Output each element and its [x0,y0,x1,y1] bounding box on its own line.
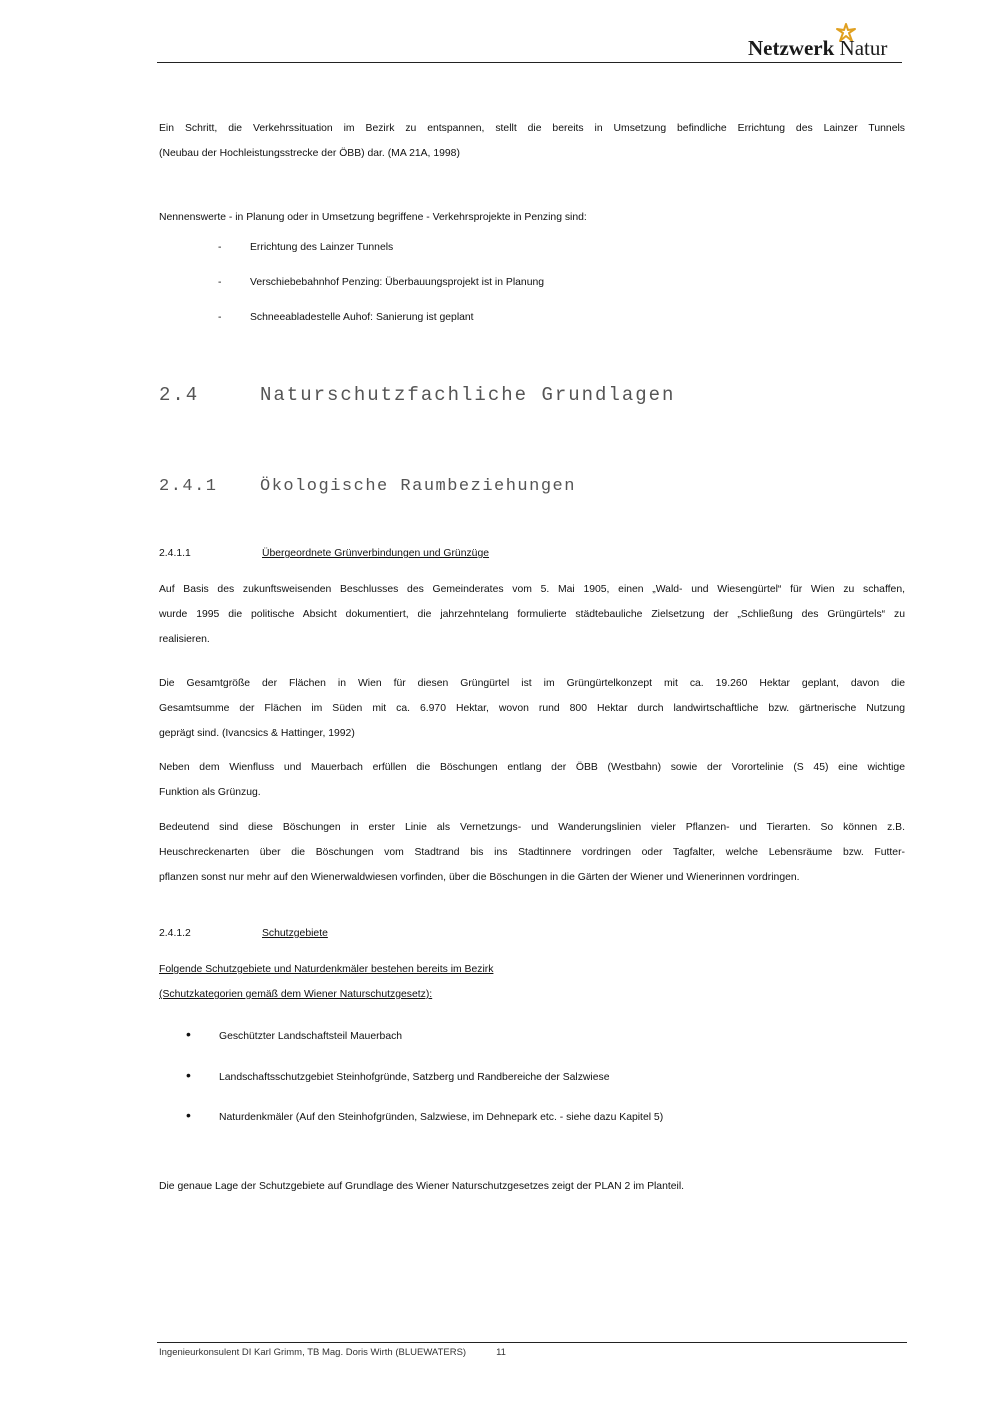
intro-line-2: (Neubau der Hochleistungsstrecke der ÖBB) dar. (MA 21A, 1998) [159,148,460,159]
section-heading-2-4: 2.4 Naturschutzfachliche Grundlagen [159,384,676,406]
list-item: - Errichtung des Lainzer Tunnels [218,242,394,253]
projects-lead: Nennenswerte - in Planung oder in Umsetzung begriffene - Verkehrsprojekte in Penzing sind: [159,212,587,223]
paragraph-gesamtgroesse: Die Gesamtgröße der Flächen in Wien für diesen Grüngürtel ist im Grüngürtelkonzept mit ca. 19.260 Hektar geplant, davon die Gesamtsumme der Flächen im Süden mit ca. 6.970 Hektar, wovon rund 800 Hektar durch landwirtschaftliche bzw. gärtnerische Nutzung geprägt sind. (Ivancsics & Hattinger, 1992) [159,678,905,739]
closing-paragraph: Die genaue Lage der Schutzgebiete auf Grundlage des Wiener Naturschutzgesetzes zeigt der PLAN 2 im Planteil. [159,1181,685,1192]
list-item: - Schneeabladestelle Auhof: Sanierung ist geplant [218,312,474,323]
list-item: • Geschützter Landschaftsteil Mauerbach [186,1026,403,1042]
section-heading-2-4-1-1: 2.4.1.1 Übergeordnete Grünverbindungen und Grünzüge [159,548,490,559]
paragraph-boeschungen: Bedeutend sind diese Böschungen in erster Linie als Vernetzungs- und Wanderungslinien vieler Pflanzen- und Tierarten. So können z.B. Heuschreckenarten über die Böschungen vom Stadtrand bis ins Stadtinnere vordringen oder Tagfalter, welche Lebensräume bzw. Futter- pflanzen sonst nur mehr auf den Wienerwaldwiesen vorfinden, über die Böschungen in die Gärten der Wiener und Wienerinnen vordringen. [159,822,905,883]
logo-text: Netzwerk Natur [748,36,888,60]
paragraph-gruenguertel: Auf Basis des zukunftsweisenden Beschlusses des Gemeinderates vom 5. Mai 1905, einen „Wald- und Wiesengürtel“ für Wien zu schaffen, wurde 1995 die politische Absicht dokumentiert, die jahrzehntelang formulierte städtebauliche Zielsetzung der „Schließung des Grüngürtels“ zu realisieren. [159,584,905,645]
section-heading-2-4-1-2: 2.4.1.2 Schutzgebiete [159,928,328,939]
page-number: 11 [496,1347,506,1358]
list-item: • Naturdenkmäler (Auf den Steinhofgründen, Salzwiese, im Dehnepark etc. - siehe dazu Kapitel 5) [186,1107,664,1123]
list-item: • Landschaftsschutzgebiet Steinhofgründe, Satzberg und Randbereiche der Salzwiese [186,1067,610,1083]
paragraph-wienfluss: Neben dem Wienfluss und Mauerbach erfüllen die Böschungen entlang der ÖBB (Westbahn) sowie der Vorortelinie (S 45) eine wichtige Funktion als Grünzug. [159,762,905,798]
list-item: - Verschiebebahnhof Penzing: Überbauungsprojekt ist in Planung [218,277,545,288]
footer-text: Ingenieurkonsulent DI Karl Grimm, TB Mag. Doris Wirth (BLUEWATERS) [159,1347,467,1358]
netzwerk-natur-logo [748,22,908,62]
intro-paragraph [159,116,905,166]
footer-rule [157,1342,907,1343]
header-rule [157,62,902,63]
intro-line-1: Ein Schritt, die Verkehrssituation im Bezirk zu entspannen, stellt die bereits in Umsetzung befindliche Errichtung des Lainzer Tunnels [159,123,905,134]
schutzgebiete-lead: Folgende Schutzgebiete und Naturdenkmäler bestehen bereits im Bezirk (Schutzkategorien gemäß dem Wiener Naturschutzgesetz): [159,964,494,1000]
page-footer [159,1347,506,1358]
section-heading-2-4-1: 2.4.1 Ökologische Raumbeziehungen [159,477,576,496]
